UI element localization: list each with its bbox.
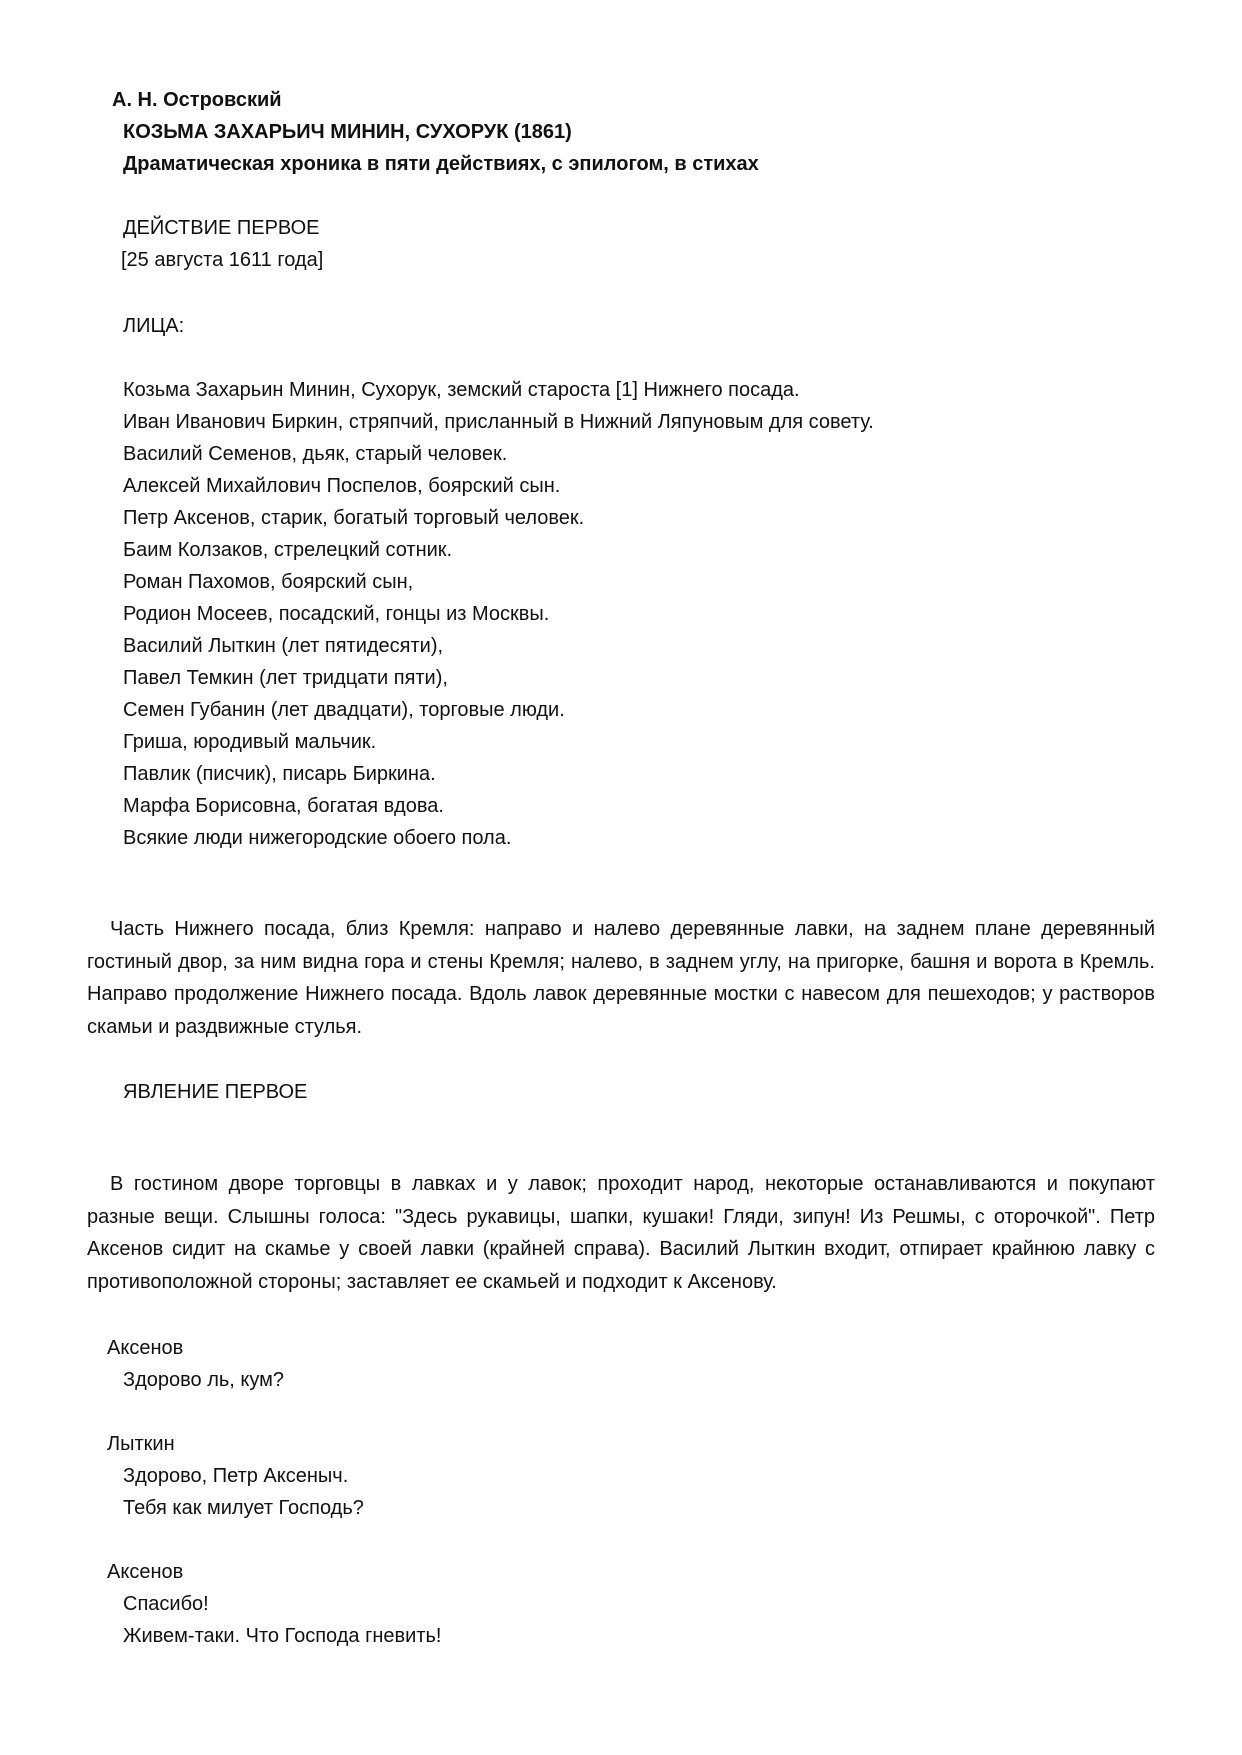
- speaker-name: Лыткин: [107, 1433, 175, 1455]
- play-title: КОЗЬМА ЗАХАРЬИЧ МИНИН, СУХОРУК (1861): [123, 121, 572, 143]
- cast-member: Алексей Михайлович Поспелов, боярский сын.: [123, 475, 561, 497]
- dialogue-line: Спасибо!: [123, 1593, 209, 1615]
- setting-description: Часть Нижнего посада, близ Кремля: направо и налево деревянные лавки, на заднем плане деревянный гостиный двор, за ним видна гора и стены Кремля; налево, в заднем углу, на пригорке, башня и ворота в Кремль. Направо продолжение Нижнего посада. Вдоль лавок деревянные мостки с навесом для пешеходов; у растворов скамьи и раздвижные стулья.: [87, 918, 1155, 1038]
- play-subtitle: Драматическая хроника в пяти действиях, с эпилогом, в стихах: [123, 153, 759, 175]
- cast-member: Роман Пахомов, боярский сын,: [123, 571, 414, 593]
- act-heading: ДЕЙСТВИЕ ПЕРВОЕ: [123, 217, 320, 239]
- act-date: [25 августа 1611 года]: [121, 249, 324, 271]
- cast-member: Марфа Борисовна, богатая вдова.: [123, 795, 444, 817]
- cast-member: Баим Колзаков, стрелецкий сотник.: [123, 539, 453, 561]
- cast-member: Родион Мосеев, посадский, гонцы из Москвы.: [123, 603, 550, 625]
- scene-heading: ЯВЛЕНИЕ ПЕРВОЕ: [123, 1081, 308, 1103]
- cast-list: [123, 374, 874, 854]
- speaker-name: Аксенов: [107, 1561, 184, 1583]
- cast-heading: ЛИЦА:: [123, 315, 185, 337]
- speaker-name: Аксенов: [107, 1337, 184, 1359]
- dialogue-line: Тебя как милует Господь?: [123, 1497, 364, 1519]
- cast-member: Иван Иванович Биркин, стряпчий, присланный в Нижний Ляпуновым для совету.: [123, 411, 874, 433]
- cast-member: Павлик (писчик), писарь Биркина.: [123, 763, 436, 785]
- cast-member: Гриша, юродивый мальчик.: [123, 731, 377, 753]
- cast-member: Павел Темкин (лет тридцати пяти),: [123, 667, 448, 689]
- cast-member: Василий Семенов, дьяк, старый человек.: [123, 443, 508, 465]
- cast-member: Семен Губанин (лет двадцати), торговые люди.: [123, 699, 565, 721]
- author-name: А. Н. Островский: [112, 89, 282, 111]
- dialogue-line: Здорово, Петр Аксеныч.: [123, 1465, 349, 1487]
- cast-member: Петр Аксенов, старик, богатый торговый человек.: [123, 507, 585, 529]
- stage-direction: В гостином дворе торговцы в лавках и у лавок; проходит народ, некоторые останавливаются и покупают разные вещи. Слышны голоса: "Здесь рукавицы, шапки, кушаки! Гляди, зипун! Из Решмы, с оторочкой". Петр Аксенов сидит на скамье у своей лавки (крайней справа). Василий Лыткин входит, отпирает крайнюю лавку с противоположной стороны; заставляет ее скамьей и подходит к Аксенову.: [87, 1173, 1155, 1293]
- cast-member: Всякие люди нижегородские обоего пола.: [123, 827, 512, 849]
- dialogue-line: Здорово ль, кум?: [123, 1369, 285, 1391]
- dialogue-line: Живем-таки. Что Господа гневить!: [123, 1625, 442, 1647]
- cast-member: Козьма Захарьин Минин, Сухорук, земский староста [1] Нижнего посада.: [123, 379, 800, 401]
- cast-member: Василий Лыткин (лет пятидесяти),: [123, 635, 444, 657]
